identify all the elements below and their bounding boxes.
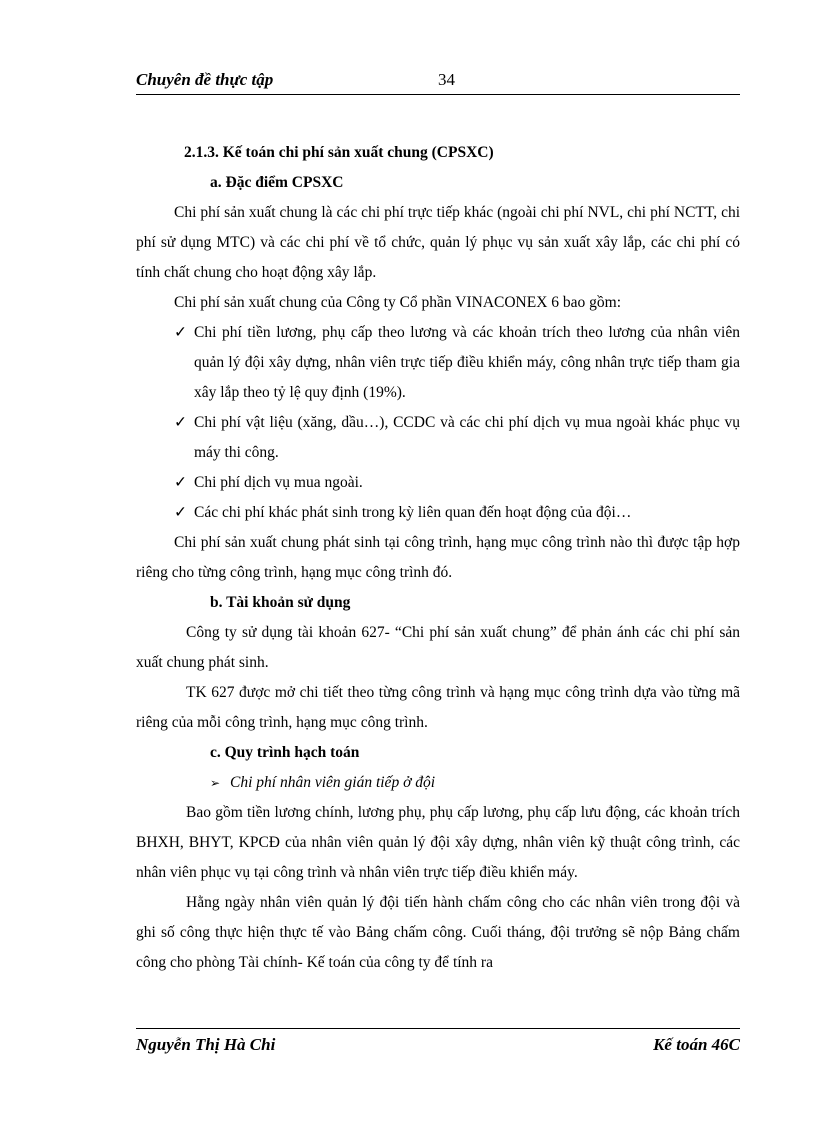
- arrow-icon: ➢: [210, 776, 221, 790]
- bullet-text: Chi phí tiền lương, phụ cấp theo lương và các khoản trích theo lương của nhân viên quản lý đội xây dựng, nhân viên trực tiếp điều khiển máy, công nhân trực tiếp tham gia xây lắp theo tỷ lệ quy định (19%).: [194, 324, 740, 401]
- check-icon: ✓: [174, 414, 187, 431]
- bullet-item: [136, 408, 740, 468]
- section-heading-2-1-3: 2.1.3. Kế toán chi phí sản xuất chung (CPSXC): [184, 144, 494, 161]
- subheading-text: Chi phí nhân viên gián tiếp ở đội: [230, 774, 436, 791]
- author-name: Nguyễn Thị Hà Chi: [136, 1035, 276, 1054]
- subsection-heading-a: a. Đặc điểm CPSXC: [210, 174, 344, 191]
- bullet-item: [136, 318, 740, 408]
- arrow-subheading: [136, 768, 740, 798]
- document-title: Chuyên đề thực tập: [136, 70, 274, 89]
- paragraph: Bao gồm tiền lương chính, lương phụ, phụ cấp lương, phụ cấp lưu động, các khoản trích BHXH, BHYT, KPCĐ của nhân viên quản lý đội xây dựng, nhân viên kỹ thuật công trình, các nhân viên phục vụ tại công trình và nhân viên trực tiếp điều khiển máy.: [136, 804, 740, 881]
- page-header: [136, 70, 740, 95]
- page-footer: [136, 1028, 740, 1054]
- page-body: [136, 138, 740, 978]
- check-icon: ✓: [174, 324, 187, 341]
- class-name: Kế toán 46C: [653, 1035, 740, 1054]
- bullet-item: [136, 468, 740, 498]
- check-icon: ✓: [174, 504, 187, 521]
- subsection-heading-c: c. Quy trình hạch toán: [210, 744, 360, 761]
- paragraph: Chi phí sản xuất chung phát sinh tại công trình, hạng mục công trình nào thì được tập hợp riêng cho từng công trình, hạng mục công trình đó.: [136, 534, 740, 581]
- paragraph: Chi phí sản xuất chung của Công ty Cổ phần VINACONEX 6 bao gồm:: [174, 294, 622, 311]
- bullet-text: Chi phí dịch vụ mua ngoài.: [194, 474, 363, 491]
- paragraph: Chi phí sản xuất chung là các chi phí trực tiếp khác (ngoài chi phí NVL, chi phí NCTT, chi phí sử dụng MTC) và các chi phí về tổ chức, quản lý phục vụ sản xuất xây lắp, các chi phí có tính chất chung cho hoạt động xây lắp.: [136, 204, 740, 281]
- paragraph: Công ty sử dụng tài khoản 627- “Chi phí sản xuất chung” để phản ánh các chi phí sản xuất chung phát sinh.: [136, 624, 740, 671]
- check-icon: ✓: [174, 474, 187, 491]
- bullet-item: [136, 498, 740, 528]
- bullet-text: Các chi phí khác phát sinh trong kỳ liên quan đến hoạt động của đội…: [194, 504, 632, 521]
- subsection-heading-b: b. Tài khoản sử dụng: [210, 594, 351, 611]
- paragraph: Hằng ngày nhân viên quản lý đội tiến hành chấm công cho các nhân viên trong đội và ghi số công thực hiện thực tế vào Bảng chấm công. Cuối tháng, đội trưởng sẽ nộp Bảng chấm công cho phòng Tài chính- Kế toán của công ty để tính ra: [136, 894, 740, 971]
- paragraph: TK 627 được mở chi tiết theo từng công trình và hạng mục công trình dựa vào từng mã riêng của mỗi công trình, hạng mục công trình.: [136, 684, 740, 731]
- bullet-text: Chi phí vật liệu (xăng, dầu…), CCDC và các chi phí dịch vụ mua ngoài khác phục vụ máy thi công.: [194, 414, 740, 461]
- page-number: 34: [438, 70, 455, 89]
